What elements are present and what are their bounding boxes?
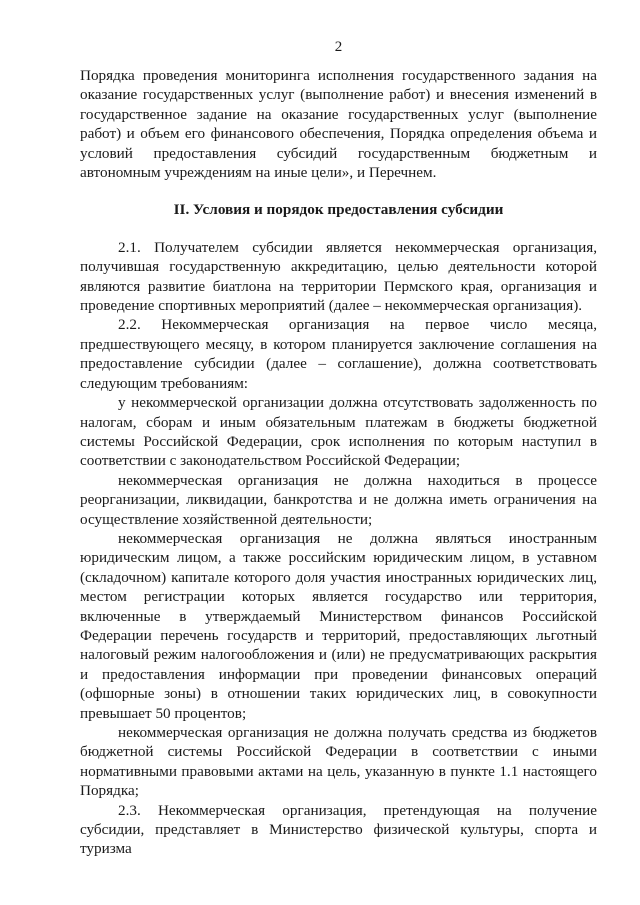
requirement-no-reorganization: некоммерческая организация не должна находиться в процессе реорганизации, ликвидации, банкротства и не должна иметь ограничения на осуществление хозяйственной деятельности; bbox=[80, 471, 597, 528]
intro-paragraph: Порядка проведения мониторинга исполнения государственного задания на оказание государственных услуг (выполнение работ) и внесения изменений в государственное задание на оказание государственных услуг (выполнение работ) и объем его финансового обеспечения, Порядка определения объема и условий предоставления субсидий государственным бюджетным и автономным учреждениям на иные цели», и Перечнем. bbox=[80, 67, 597, 182]
requirement-no-other-funds: некоммерческая организация не должна получать средства из бюджетов бюджетной системы Российской Федерации в соответствии с иными нормативными правовыми актами на цель, указанную в пункте 1.1 настоящего Порядка; bbox=[80, 724, 597, 800]
paragraph-2-1: 2.1. Получателем субсидии является некоммерческая организация, получившая государственную аккредитацию, целью деятельности которой являются развитие биатлона на территории Пермского края, организация и проведение спортивных мероприятий (далее – некоммерческая организация). bbox=[80, 238, 597, 315]
paragraph-2-3: 2.3. Некоммерческая организация, претендующая на получение субсидии, представляет в Министерство физической культуры, спорта и туризма bbox=[80, 801, 597, 858]
page-number: 2 bbox=[334, 39, 343, 55]
requirement-not-foreign-entity: некоммерческая организация не должна являться иностранным юридическим лицом, а также российским юридическим лицом, в уставном (складочном) капитале которого доля участия иностранных юридических лиц, местом регистрации которых является государство или территория, включенные в утверждаемый Министерством финансов Российской Федерации перечень государств и территорий, предоставляющих льготный налоговый режим налогообложения и (или) не предусматривающих раскрытия и предоставления информации при проведении финансовых операций (офшорные зоны) в отношении таких юридических лиц, в совокупности превышает 50 процентов; bbox=[80, 529, 597, 722]
section-heading: II. Условия и порядок предоставления субсидии bbox=[173, 201, 504, 219]
document-page bbox=[80, 38, 597, 859]
requirement-no-tax-debt: у некоммерческой организации должна отсутствовать задолженность по налогам, сборам и иным обязательным платежам в бюджеты бюджетной системы Российской Федерации, срок исполнения по которым наступил в соответствии с законодательством Российской Федерации; bbox=[80, 394, 597, 470]
paragraph-2-2: 2.2. Некоммерческая организация на первое число месяца, предшествующего месяцу, в котором планируется заключение соглашения на предоставление субсидии (далее – соглашение), должна соответствовать следующим требованиям: bbox=[80, 316, 597, 392]
